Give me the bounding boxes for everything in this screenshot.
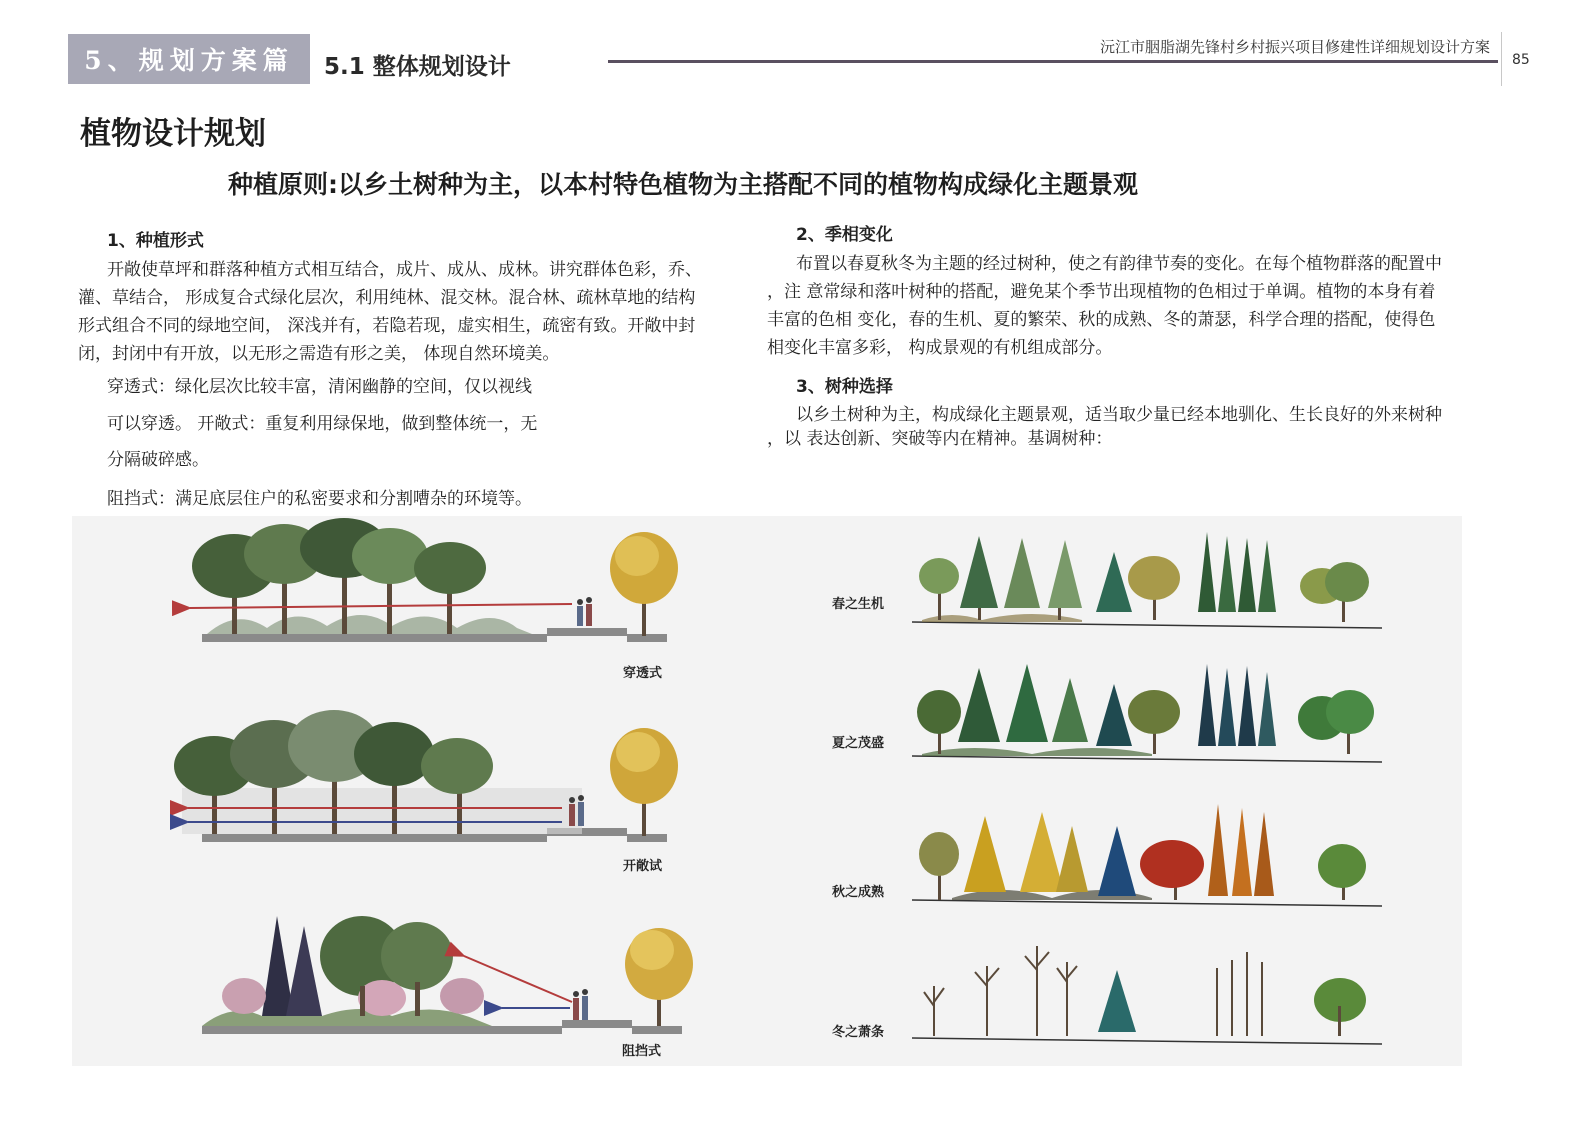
- type-line-2: 可以穿透。 开敞式：重复利用绿保地，做到整体统一，无: [107, 414, 538, 434]
- caption-winter: 冬之萧条: [832, 1025, 885, 1040]
- section-blocking: [202, 916, 693, 1059]
- right-line-3: 丰富的色相 变化，春的生机、夏的繁荣、秋的成熟、冬的萧瑟，科学合理的搭配，使得色: [767, 310, 1436, 330]
- caption-blocking: 阻挡式: [622, 1044, 662, 1059]
- type-line-3: 分隔破碎感。: [107, 450, 209, 470]
- planting-principle: 种植原则:以乡土树种为主，以本村特色植物为主搭配不同的植物构成绿化主题景观: [228, 170, 1139, 199]
- page-number: 85: [1512, 52, 1530, 68]
- project-title: 沅江市胭脂湖先锋村乡村振兴项目修建性详细规划设计方案: [1099, 38, 1490, 56]
- heading-planting-form: 1、种植形式: [107, 231, 204, 251]
- section-tag: 5、规划方案篇: [68, 34, 310, 84]
- season-winter: [832, 946, 1382, 1044]
- right-line-1: 布置以春夏秋冬为主题的经过树种，使之有韵律节奏的变化。在每个植物群落的配置中: [796, 254, 1442, 274]
- type-line-4: 阻挡式：满足底层住户的私密要求和分割嘈杂的环境等。: [107, 489, 532, 509]
- left-line-2: 灌、草结合， 形成复合式绿化层次，利用纯林、混交林。混合林、疏林草地的结构: [78, 288, 696, 308]
- right-line-2: ，注 意常绿和落叶树种的搭配，避免某个季节出现植物的色相过于单调。植物的本身有着: [767, 282, 1436, 302]
- subsection-title: 5.1 整体规划设计: [324, 54, 511, 80]
- section-open: [174, 710, 678, 874]
- header-divider: [1501, 32, 1502, 86]
- caption-open: 开敞试: [623, 859, 663, 874]
- type-line-1: 穿透式：绿化层次比较丰富，清闲幽静的空间，仅以视线: [107, 377, 532, 397]
- left-line-4: 闭，封闭中有开放，以无形之需造有形之美， 体现自然环境美。: [78, 344, 560, 364]
- header-rule: [608, 60, 1498, 63]
- caption-autumn: 秋之成熟: [832, 885, 885, 900]
- heading-tree-selection: 3、树种选择: [796, 377, 893, 397]
- caption-penetrating: 穿透式: [623, 666, 663, 681]
- section-penetrating: [190, 518, 678, 681]
- heading-seasonal-change: 2、季相变化: [796, 225, 893, 245]
- right-line-4: 相变化丰富多彩， 构成景观的有机组成部分。: [767, 338, 1113, 358]
- left-line-3: 形式组合不同的绿地空间， 深浅并有，若隐若现，虚实相生，疏密有致。开敞中封: [78, 316, 696, 336]
- season-summer: [832, 664, 1382, 762]
- season-spring: [832, 532, 1382, 628]
- right-line-6: ，以 表达创新、突破等内在精神。基调树种：: [767, 429, 1113, 449]
- season-autumn: [832, 804, 1382, 906]
- left-line-1: 开敞使草坪和群落种植方式相互结合，成片、成从、成林。讲究群体色彩，乔、: [107, 260, 702, 280]
- caption-summer: 夏之茂盛: [832, 736, 885, 751]
- page-title: 植物设计规划: [80, 116, 266, 152]
- right-line-5: 以乡土树种为主，构成绿化主题景观，适当取少量已经本地驯化、生长良好的外来树种: [796, 405, 1442, 425]
- planting-illustration: [72, 516, 1462, 1066]
- caption-spring: 春之生机: [832, 597, 885, 612]
